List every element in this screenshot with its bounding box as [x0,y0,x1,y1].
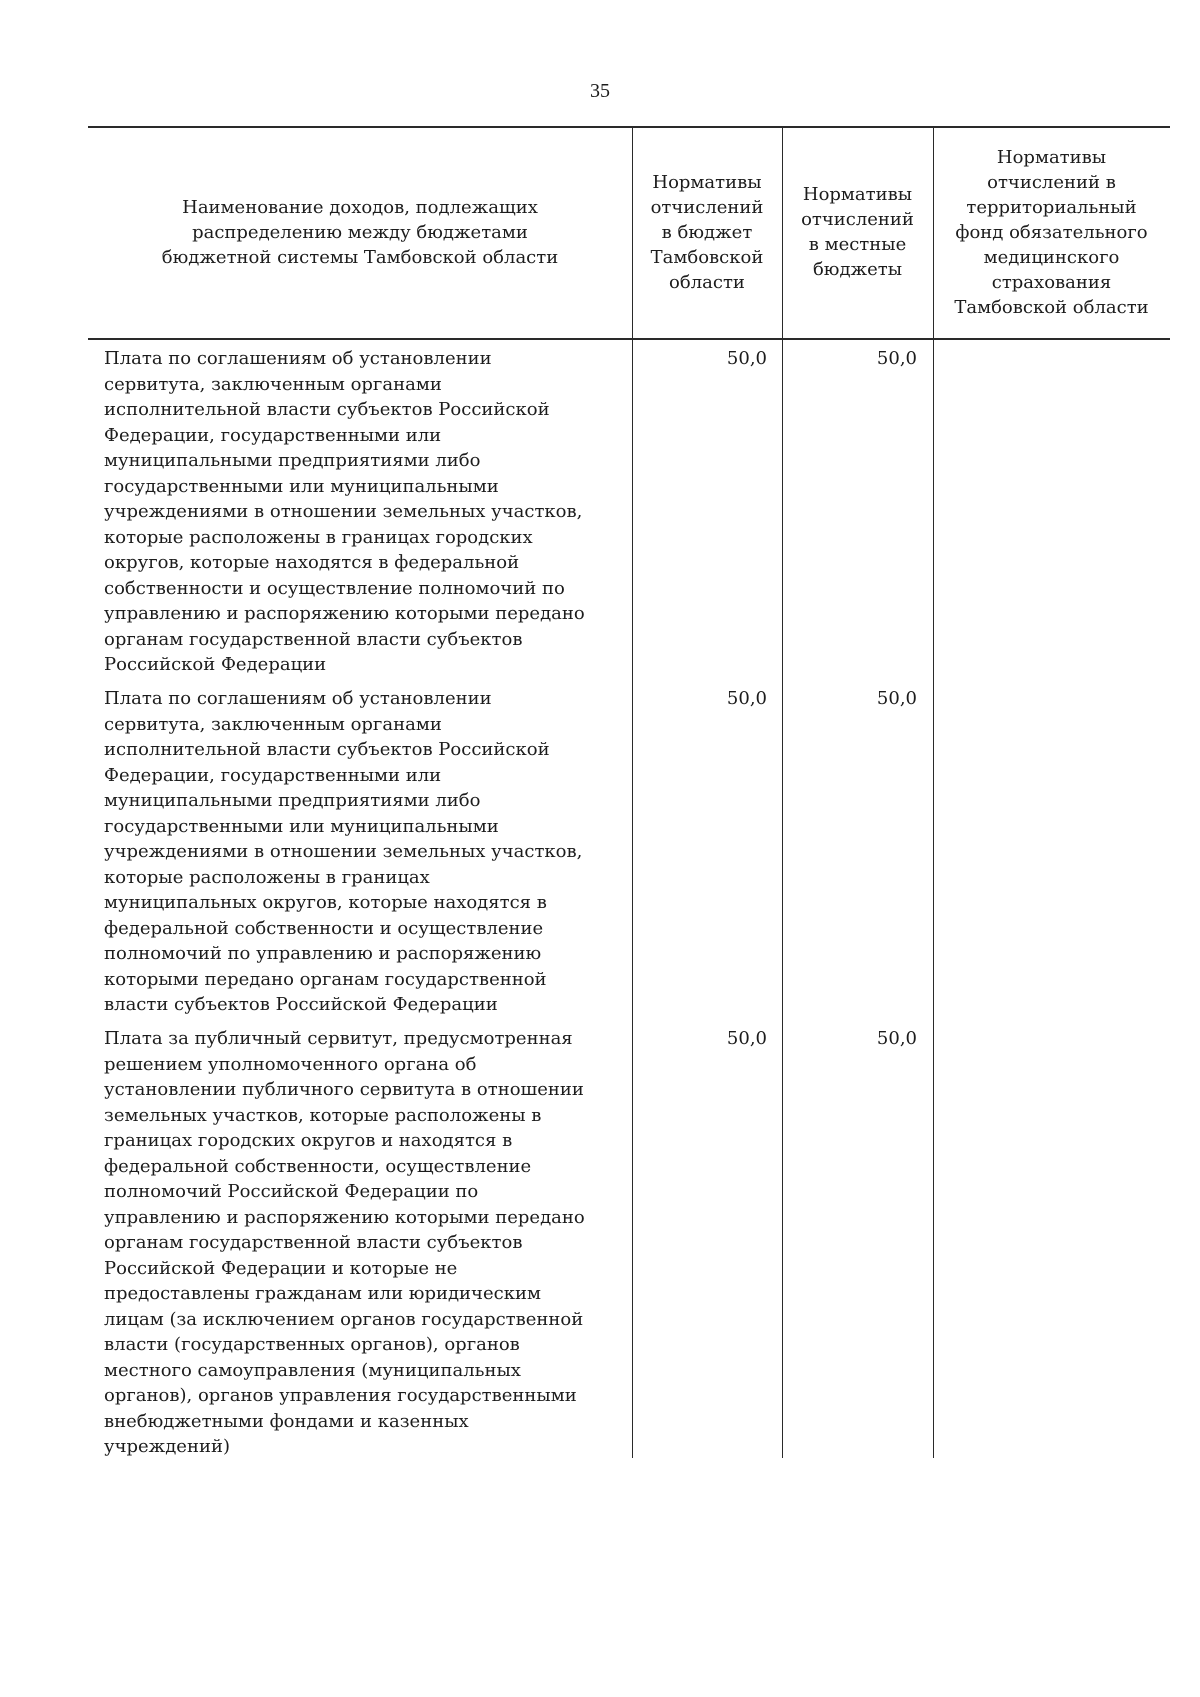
page-number: 35 [590,80,610,102]
row-regional-value: 50,0 [726,348,767,369]
header-medical-insurance-fund: Нормативы отчислений в территориальный фонд обязательного медицинского страхования Тамбовской области [954,146,1149,318]
header-income-name: Наименование доходов, подлежащих распределению между бюджетами бюджетной системы Тамбовской области [161,196,559,268]
row-local-value: 50,0 [876,688,917,709]
row-regional-value: 50,0 [726,688,767,709]
header-regional-budget: Нормативы отчислений в бюджет Тамбовской области [650,171,764,293]
header-local-budgets: Нормативы отчислений в местные бюджеты [801,184,914,280]
table-header-bottom-border [88,338,1170,340]
row-local-value: 50,0 [876,348,917,369]
row-income-name: Плата по соглашениям об установлении сервитута, заключенным органами исполнительной власти субъектов Российской Федерации, государственными или муниципальными предприятиями либо государственными или муниципальными учреждениями в отношении земельных участков, которые расположены в границах муниципальных округов, которые находятся в федеральной собственности и осуществление полномочий по управлению и распоряжению которыми передано органам государственной власти субъектов Российской Федерации [104,688,583,1015]
row-income-name: Плата по соглашениям об установлении сервитута, заключенным органами исполнительной власти субъектов Российской Федерации, государственными или муниципальными предприятиями либо государственными или муниципальными учреждениями в отношении земельных участков, которые расположены в границах городских округов, которые находятся в федеральной собственности и осуществление полномочий по управлению и распоряжению которыми передано органам государственной власти субъектов Российской Федерации [104,348,585,675]
row-local-value: 50,0 [876,1028,917,1049]
row-regional-value: 50,0 [726,1028,767,1049]
row-income-name: Плата за публичный сервитут, предусмотренная решением уполномоченного органа об установлении публичного сервитута в отношении земельных участков, которые расположены в границах городских округов и находятся в федеральной собственности, осуществление полномочий Российской Федерации по управлению и распоряжению которыми передано органам государственной власти субъектов Российской Федерации и которые не предоставлены гражданам или юридическим лицам (за исключением органов государственной власти (государственных органов), органов местного самоуправления (муниципальных органов), органов управления государственными внебюджетными фондами и казенных учреждений) [104,1028,585,1457]
